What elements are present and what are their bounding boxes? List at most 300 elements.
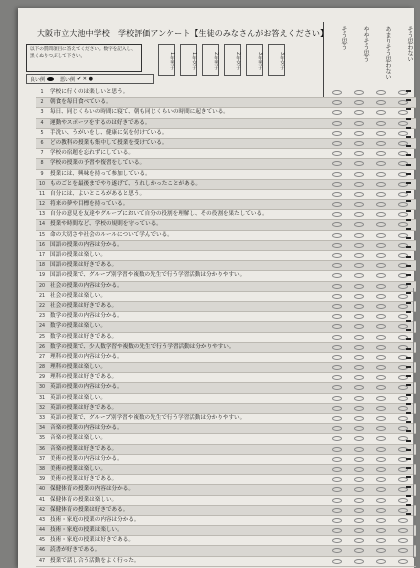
answer-bubble[interactable] (398, 212, 408, 217)
question-row (36, 119, 416, 129)
answer-bubble[interactable] (376, 457, 386, 462)
header-somewhat-disagree: あまりそう思わない (384, 26, 391, 80)
question-text: 授業や時間など、学校の規則を守っている。 (50, 221, 162, 228)
question-number: 41 (38, 497, 46, 503)
answer-bubble[interactable] (332, 416, 342, 421)
answer-bubbles (328, 363, 412, 372)
answer-bubble[interactable] (354, 467, 364, 472)
answer-bubbles (328, 353, 412, 362)
question-number: 13 (38, 212, 46, 218)
answer-bubble[interactable] (398, 294, 408, 299)
timing-mark (406, 458, 411, 460)
answer-bubble[interactable] (332, 426, 342, 431)
question-text: 学校の宿題を忘れずにしている。 (50, 150, 134, 157)
question-number: 40 (38, 487, 46, 493)
answer-bubble[interactable] (354, 436, 364, 441)
answer-bubble[interactable] (332, 90, 342, 95)
answer-bubble[interactable] (332, 273, 342, 278)
answer-bubble[interactable] (354, 110, 364, 115)
answer-bubble[interactable] (332, 487, 342, 492)
answer-bubble[interactable] (376, 304, 386, 309)
mark-examples (26, 74, 154, 84)
question-text: 将来の夢や目標を持っている。 (50, 201, 129, 208)
answer-bubble[interactable] (354, 416, 364, 421)
question-number: 24 (38, 324, 46, 330)
answer-bubble[interactable] (354, 335, 364, 340)
question-number: 4 (40, 120, 44, 126)
answer-bubbles (328, 302, 412, 311)
answer-bubble[interactable] (376, 538, 386, 543)
answer-bubble[interactable] (332, 141, 342, 146)
answer-bubble[interactable] (354, 345, 364, 350)
answer-bubble[interactable] (376, 559, 386, 564)
question-text: 自分の意見を友達やグループにおいて自分の役割を理解し、その役割を果たしている。 (50, 211, 268, 218)
answer-bubble[interactable] (376, 518, 386, 523)
answer-bubble[interactable] (354, 314, 364, 319)
answer-bubbles (328, 180, 412, 189)
question-number: 44 (38, 528, 46, 534)
question-row (36, 282, 416, 292)
question-number: 23 (38, 314, 46, 320)
answer-bubble[interactable] (332, 548, 342, 553)
answer-bubbles (328, 445, 412, 454)
answer-bubble[interactable] (354, 121, 364, 126)
question-number: 25 (38, 334, 46, 340)
answer-bubble[interactable] (332, 335, 342, 340)
answer-bubble[interactable] (354, 273, 364, 278)
question-number: 29 (38, 375, 46, 381)
answer-bubble[interactable] (354, 538, 364, 543)
answer-bubble[interactable] (354, 141, 364, 146)
check-icon: ✔ ✕ ● (77, 76, 93, 82)
answer-bubble[interactable] (376, 294, 386, 299)
answer-bubble[interactable] (376, 263, 386, 268)
answer-bubble[interactable] (332, 233, 342, 238)
timing-mark (406, 302, 411, 304)
question-text: 音楽の授業の内容は分かる。 (50, 425, 123, 432)
answer-bubble[interactable] (376, 161, 386, 166)
answer-bubble[interactable] (332, 528, 342, 533)
answer-bubble[interactable] (376, 121, 386, 126)
answer-bubble[interactable] (332, 457, 342, 462)
answer-bubble[interactable] (354, 212, 364, 217)
timing-mark (406, 329, 411, 331)
question-text: 英語の授業で、グループ別学習や複数の先生で行う学習活動は分かりやすい。 (50, 415, 246, 421)
question-number: 5 (40, 130, 44, 136)
question-number: 18 (38, 263, 46, 269)
answer-bubble[interactable] (354, 294, 364, 299)
question-text: 数学の授業の内容は分かる。 (50, 313, 123, 320)
answer-bubble[interactable] (354, 528, 364, 533)
question-row (36, 516, 416, 526)
answer-bubble[interactable] (354, 385, 364, 390)
answer-bubble[interactable] (376, 385, 386, 390)
answer-bubble[interactable] (332, 518, 342, 523)
answer-bubble[interactable] (398, 487, 408, 492)
answer-bubble[interactable] (354, 355, 364, 360)
answer-bubbles (328, 546, 412, 555)
question-row (36, 434, 416, 444)
timing-mark (406, 265, 411, 267)
answer-bubble[interactable] (398, 304, 408, 309)
answer-bubbles (328, 119, 412, 128)
answer-bubble[interactable] (376, 212, 386, 217)
question-row (36, 404, 416, 414)
answer-bubble[interactable] (332, 498, 342, 503)
answer-bubbles (328, 129, 412, 138)
answer-bubble[interactable] (332, 110, 342, 115)
timing-mark (406, 145, 411, 147)
answer-bubble[interactable] (376, 273, 386, 278)
timing-mark (406, 384, 411, 386)
answer-bubbles (328, 312, 412, 321)
answer-bubble[interactable] (332, 294, 342, 299)
answer-bubble[interactable] (332, 172, 342, 177)
answer-bubble[interactable] (332, 212, 342, 217)
question-number: 46 (38, 548, 46, 554)
answer-bubble[interactable] (332, 467, 342, 472)
answer-bubble[interactable] (354, 447, 364, 452)
question-text: 運動やスポーツをするのは好きである。 (50, 119, 151, 126)
timing-mark (406, 504, 411, 506)
answer-bubble[interactable] (376, 284, 386, 289)
question-row (36, 363, 416, 373)
answer-bubble[interactable] (354, 202, 364, 207)
question-row (36, 353, 416, 363)
answer-bubble[interactable] (376, 487, 386, 492)
answer-bubbles (328, 149, 412, 158)
answer-bubble[interactable] (354, 172, 364, 177)
question-row (36, 190, 416, 200)
answer-bubble[interactable] (354, 192, 364, 197)
answer-bubble[interactable] (332, 324, 342, 329)
answer-bubble[interactable] (376, 528, 386, 533)
answer-bubble[interactable] (332, 538, 342, 543)
question-number: 15 (38, 232, 46, 238)
answer-bubble[interactable] (332, 192, 342, 197)
answer-bubble[interactable] (354, 508, 364, 513)
answer-bubble[interactable] (332, 151, 342, 156)
answer-bubble[interactable] (376, 222, 386, 227)
question-number: 10 (38, 181, 46, 187)
answer-bubble[interactable] (376, 243, 386, 248)
answer-bubble[interactable] (376, 141, 386, 146)
question-row (36, 312, 416, 322)
timing-mark (406, 99, 411, 101)
question-row (36, 536, 416, 546)
answer-bubble[interactable] (332, 100, 342, 105)
question-number: 12 (38, 202, 46, 208)
answer-bubble[interactable] (376, 151, 386, 156)
answer-bubble[interactable] (376, 498, 386, 503)
answer-bubble[interactable] (332, 477, 342, 482)
answer-bubble[interactable] (332, 121, 342, 126)
question-number: 14 (38, 222, 46, 228)
answer-bubble[interactable] (354, 161, 364, 166)
question-number: 16 (38, 242, 46, 248)
answer-bubble[interactable] (332, 161, 342, 166)
answer-bubble[interactable] (332, 263, 342, 268)
answer-bubble[interactable] (398, 518, 408, 523)
question-row (36, 373, 416, 383)
question-number: 6 (40, 140, 44, 146)
side-margin (413, 288, 420, 558)
question-text: 技術・家庭の授業は好きである。 (50, 537, 134, 544)
question-number: 35 (38, 436, 46, 442)
question-row (36, 220, 416, 230)
answer-bubble[interactable] (376, 477, 386, 482)
answer-bubble[interactable] (332, 447, 342, 452)
answer-bubble[interactable] (398, 121, 408, 126)
grade-1-boy[interactable]: 1年男子 (158, 44, 175, 76)
answer-bubble[interactable] (376, 100, 386, 105)
question-row (36, 302, 416, 312)
answer-bubble[interactable] (354, 518, 364, 523)
answer-bubbles (328, 88, 412, 97)
answer-bubble[interactable] (376, 548, 386, 553)
answer-bubble[interactable] (398, 110, 408, 115)
grade-3-boy[interactable]: 3年男子 (246, 44, 263, 76)
question-row (36, 149, 416, 159)
good-example (30, 76, 54, 83)
answer-bubble[interactable] (332, 345, 342, 350)
answer-bubbles (328, 333, 412, 342)
question-text: 朝食を毎日食べている。 (50, 99, 112, 106)
answer-bubble[interactable] (354, 375, 364, 380)
answer-bubble[interactable] (398, 548, 408, 553)
answer-bubble[interactable] (376, 253, 386, 258)
question-text: 理科の授業の内容は分かる。 (50, 353, 123, 360)
question-row (36, 496, 416, 506)
question-number: 1 (40, 90, 44, 95)
answer-bubble[interactable] (376, 345, 386, 350)
grade-1-girl[interactable]: 1年女子 (180, 44, 197, 76)
answer-bubble[interactable] (354, 233, 364, 238)
filled-bubble-icon (47, 77, 54, 81)
answer-bubble[interactable] (376, 172, 386, 177)
answer-bubble[interactable] (332, 131, 342, 136)
answer-bubble[interactable] (398, 314, 408, 319)
question-number: 3 (40, 110, 44, 116)
answer-bubble[interactable] (332, 355, 342, 360)
answer-bubble[interactable] (332, 253, 342, 258)
answer-bubble[interactable] (376, 192, 386, 197)
answer-bubbles (328, 108, 412, 117)
answer-bubble[interactable] (354, 243, 364, 248)
question-text: 命の大切さや社会のルールについて学んでいる。 (50, 231, 173, 238)
answer-bubble[interactable] (354, 284, 364, 289)
timing-mark (406, 366, 411, 368)
question-text: 理科の授業は楽しい。 (50, 364, 106, 371)
answer-bubble[interactable] (398, 508, 408, 513)
answer-bubble[interactable] (332, 182, 342, 187)
answer-bubble[interactable] (398, 396, 408, 401)
answer-bubble[interactable] (354, 222, 364, 227)
timing-mark (406, 495, 411, 497)
answer-bubble[interactable] (354, 498, 364, 503)
question-text: 数学の授業は楽しい。 (50, 323, 106, 330)
answer-bubble[interactable] (376, 233, 386, 238)
question-row (36, 475, 416, 485)
answer-bubble[interactable] (332, 243, 342, 248)
answer-bubble[interactable] (376, 335, 386, 340)
answer-bubble[interactable] (354, 548, 364, 553)
answer-bubble[interactable] (332, 396, 342, 401)
answer-bubble[interactable] (354, 406, 364, 411)
question-number: 30 (38, 385, 46, 391)
question-number: 2 (40, 100, 44, 106)
answer-bubble[interactable] (376, 110, 386, 115)
answer-bubble[interactable] (354, 559, 364, 564)
answer-bubbles (328, 373, 412, 382)
question-row (36, 108, 416, 118)
answer-bubbles (328, 322, 412, 331)
answer-bubble[interactable] (332, 284, 342, 289)
good-example-label: 良い例 (30, 76, 46, 83)
answer-bubble[interactable] (332, 436, 342, 441)
timing-mark (406, 513, 411, 515)
answer-bubble[interactable] (376, 508, 386, 513)
answer-bubble[interactable] (354, 324, 364, 329)
timing-mark (406, 430, 411, 432)
answer-bubble[interactable] (376, 375, 386, 380)
instructions-box: 以下の質問項目に答えてください。数字を記入し、黒くぬりつぶして下さい。 (26, 44, 142, 72)
answer-bubble[interactable] (398, 202, 408, 207)
question-text: 毎日、同じくらいの時間に寝て、朝も同じくらいの時間に起きている。 (50, 109, 229, 116)
answer-bubble[interactable] (376, 131, 386, 136)
answer-bubble[interactable] (376, 324, 386, 329)
answer-bubble[interactable] (332, 202, 342, 207)
answer-bubbles (328, 231, 412, 240)
question-text: 美術の授業は好きである。 (50, 476, 118, 483)
question-row (36, 170, 416, 180)
answer-bubble[interactable] (354, 253, 364, 258)
answer-bubble[interactable] (354, 263, 364, 268)
answer-bubbles (328, 241, 412, 250)
answer-bubble[interactable] (376, 467, 386, 472)
timing-mark (406, 228, 411, 230)
question-text: 国語の授業は好きである。 (50, 262, 118, 269)
timing-mark (406, 403, 411, 405)
answer-bubble[interactable] (376, 90, 386, 95)
answer-bubble[interactable] (354, 396, 364, 401)
answer-bubble[interactable] (332, 314, 342, 319)
answer-bubbles (328, 424, 412, 433)
question-text: 国語の授業は楽しい。 (50, 252, 106, 258)
question-row (36, 251, 416, 261)
grade-3-girl[interactable]: 3年女子 (268, 44, 285, 76)
answer-bubble[interactable] (398, 131, 408, 136)
answer-bubble[interactable] (332, 385, 342, 390)
answer-bubble[interactable] (354, 100, 364, 105)
question-number: 27 (38, 354, 46, 360)
answer-bubble[interactable] (354, 131, 364, 136)
answer-bubbles (328, 98, 412, 107)
question-text: 保健体育の授業は楽しい。 (50, 496, 118, 503)
answer-bubbles (328, 475, 412, 484)
answer-bubble[interactable] (376, 436, 386, 441)
bad-example (60, 76, 93, 83)
answer-bubble[interactable] (332, 508, 342, 513)
answer-bubble[interactable] (376, 406, 386, 411)
answer-bubble[interactable] (376, 365, 386, 370)
question-row (36, 485, 416, 495)
answer-bubbles (328, 536, 412, 545)
answer-bubble[interactable] (376, 447, 386, 452)
answer-bubbles (328, 485, 412, 494)
answer-bubble[interactable] (398, 538, 408, 543)
answer-bubble[interactable] (354, 304, 364, 309)
answer-bubble[interactable] (376, 314, 386, 319)
answer-bubble[interactable] (398, 528, 408, 533)
answer-bubble[interactable] (354, 457, 364, 462)
grade-2-girl[interactable]: 2年女子 (224, 44, 241, 76)
timing-mark (406, 90, 411, 92)
question-text: 技術・家庭の授業の内容は分かる。 (50, 516, 140, 523)
answer-bubble[interactable] (376, 426, 386, 431)
question-number: 31 (38, 395, 46, 401)
header-disagree: そう思わない (406, 26, 413, 62)
question-text: 英語の授業は好きである。 (50, 404, 118, 411)
answer-bubble[interactable] (332, 304, 342, 309)
answer-bubble[interactable] (354, 426, 364, 431)
answer-bubble[interactable] (398, 498, 408, 503)
answer-bubble[interactable] (376, 355, 386, 360)
question-number: 17 (38, 253, 46, 258)
answer-bubble[interactable] (354, 90, 364, 95)
answer-bubble[interactable] (332, 365, 342, 370)
timing-mark (406, 173, 411, 175)
answer-bubble[interactable] (398, 559, 408, 564)
question-row (36, 231, 416, 241)
grade-selector (156, 44, 326, 78)
answer-bubble[interactable] (376, 202, 386, 207)
question-row (36, 98, 416, 108)
timing-mark (406, 412, 411, 414)
answer-bubble[interactable] (332, 559, 342, 564)
answer-bubble[interactable] (354, 477, 364, 482)
grade-2-boy[interactable]: 2年男子 (202, 44, 219, 76)
timing-mark (406, 246, 411, 248)
question-row (36, 200, 416, 210)
question-number: 33 (38, 416, 46, 421)
answer-bubble[interactable] (354, 182, 364, 187)
answer-bubble[interactable] (354, 365, 364, 370)
answer-bubble[interactable] (398, 406, 408, 411)
answer-bubble[interactable] (332, 222, 342, 227)
answer-bubble[interactable] (354, 151, 364, 156)
answer-bubble[interactable] (376, 416, 386, 421)
answer-bubble[interactable] (354, 487, 364, 492)
timing-mark (406, 292, 411, 294)
question-number: 38 (38, 466, 46, 472)
answer-bubble[interactable] (332, 406, 342, 411)
question-text: 理科の授業は好きである。 (50, 374, 118, 381)
timing-mark (406, 357, 411, 359)
question-row (36, 271, 416, 281)
question-row (36, 241, 416, 251)
answer-bubble[interactable] (376, 182, 386, 187)
question-number: 43 (38, 517, 46, 523)
answer-bubble[interactable] (332, 375, 342, 380)
question-row (36, 261, 416, 271)
timing-mark (406, 274, 411, 276)
timing-mark (406, 440, 411, 442)
answer-bubble[interactable] (376, 396, 386, 401)
question-number: 7 (40, 151, 44, 157)
answer-bubble[interactable] (398, 222, 408, 227)
timing-mark (406, 311, 411, 313)
